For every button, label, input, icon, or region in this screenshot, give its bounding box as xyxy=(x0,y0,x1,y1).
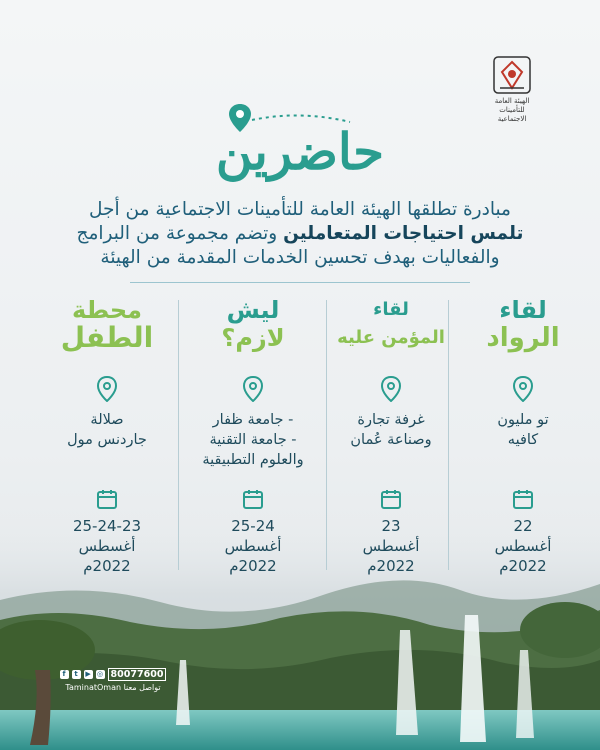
logo-text: الهيئة العامة للتأمينات الاجتماعية xyxy=(494,97,530,123)
event-venue: - جامعة ظفار - جامعة التقنية والعلوم التطبيقية xyxy=(202,412,304,468)
facebook-icon[interactable]: f xyxy=(60,670,69,679)
youtube-icon[interactable]: ▶ xyxy=(85,670,91,678)
social-row xyxy=(58,668,168,681)
footer-handle: TaminatOman تواصل معنا xyxy=(65,683,161,692)
phone-number[interactable]: 80077600 xyxy=(108,668,167,681)
event-date: 25-24 أغسطس 2022م xyxy=(224,517,282,575)
event-venue: صلالة جاردنس مول xyxy=(67,412,147,448)
calendar-icon xyxy=(380,488,402,510)
event-card-child-station xyxy=(40,296,174,586)
intro-text: مبادرة تطلقها الهيئة العامة للتأمينات الاجتماعية من أجل تلمس احتياجات المتعاملين وتضم مجموعة من البرامج والفعاليات بهدف تحسين الخدمات المقدمة من الهيئة xyxy=(76,199,524,268)
contact-footer xyxy=(58,668,168,692)
intro-highlight: تلمس احتياجات المتعاملين xyxy=(283,223,524,244)
divider xyxy=(130,282,470,283)
calendar-icon xyxy=(242,488,264,510)
event-date: 25-24-23 أغسطس 2022م xyxy=(72,517,142,575)
event-date: 23 أغسطس 2022م xyxy=(362,517,420,575)
page-title: حاضرين xyxy=(215,122,385,181)
instagram-icon[interactable]: ◎ xyxy=(96,670,104,678)
event-name: لقاء الرواد xyxy=(486,296,560,353)
location-pin-icon xyxy=(242,376,264,402)
title-block xyxy=(180,100,420,190)
twitter-icon[interactable]: t xyxy=(72,670,81,679)
event-name: ليش لازم؟ xyxy=(221,296,285,352)
event-venue: تو مليون كافيه xyxy=(497,412,549,448)
location-pin-icon xyxy=(512,376,534,402)
calendar-icon xyxy=(96,488,118,510)
location-pin-icon xyxy=(380,376,402,402)
calendar-icon xyxy=(512,488,534,510)
column-divider xyxy=(178,300,179,570)
event-name: لقاء المؤمن عليه xyxy=(337,299,445,348)
location-pin-icon xyxy=(96,376,118,402)
emblem-icon xyxy=(492,55,532,95)
event-card-why-must xyxy=(182,296,324,586)
event-venue: غرفة تجارة وصناعة عُمان xyxy=(350,412,432,448)
event-card-insured xyxy=(330,296,452,586)
event-name: محطة الطفل xyxy=(60,296,154,354)
event-card-rowwad xyxy=(462,296,584,586)
column-divider xyxy=(326,300,327,570)
event-date: 22 أغسطس 2022م xyxy=(494,517,552,575)
logo xyxy=(488,55,536,127)
